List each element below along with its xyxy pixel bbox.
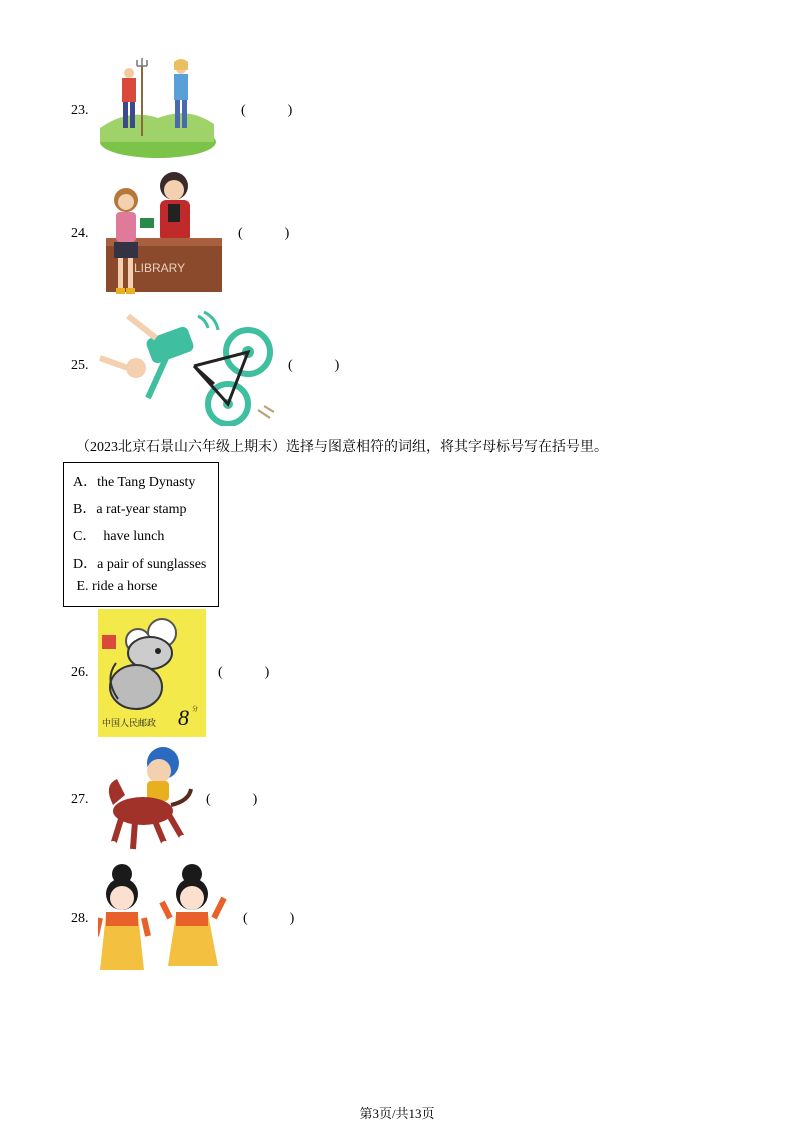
options-box [63, 462, 219, 607]
question-number: 27. [71, 792, 89, 807]
option-b: B．a rat-year stamp [73, 502, 187, 517]
farmers-image [98, 58, 216, 158]
question-number: 25. [71, 358, 89, 373]
bicycle-fall-image [98, 310, 276, 426]
question-number: 26. [71, 665, 89, 680]
library-sign: LIBRARY [134, 261, 186, 275]
answer-blank[interactable]: ( ) [238, 226, 290, 241]
question-number: 24. [71, 226, 89, 241]
library-image [104, 170, 224, 298]
rat-stamp-image [98, 609, 206, 737]
option-c: C． have lunch [73, 529, 165, 544]
option-a: A．the Tang Dynasty [73, 475, 196, 490]
question-number: 23. [71, 103, 89, 118]
stamp-value: 8 [178, 705, 189, 730]
horse-rider-image [99, 745, 195, 853]
answer-blank[interactable]: ( ) [243, 911, 295, 926]
page-footer: 第3页/共13页 [359, 1106, 435, 1121]
answer-blank[interactable]: ( ) [218, 665, 270, 680]
option-d: D．a pair of sunglasses [73, 557, 207, 572]
question-number: 28. [71, 911, 89, 926]
stamp-country: 中国人民邮政 [102, 719, 157, 729]
answer-blank[interactable]: ( ) [241, 103, 293, 118]
section-instruction: （2023北京石景山六年级上期末）选择与图意相符的词组，将其字母标号写在括号里。 [76, 440, 608, 455]
answer-blank[interactable]: ( ) [206, 792, 258, 807]
option-e: E. ride a horse [73, 579, 158, 594]
answer-blank[interactable]: ( ) [288, 358, 340, 373]
tang-ladies-image [98, 862, 230, 974]
stamp-unit: 分 [192, 706, 199, 713]
